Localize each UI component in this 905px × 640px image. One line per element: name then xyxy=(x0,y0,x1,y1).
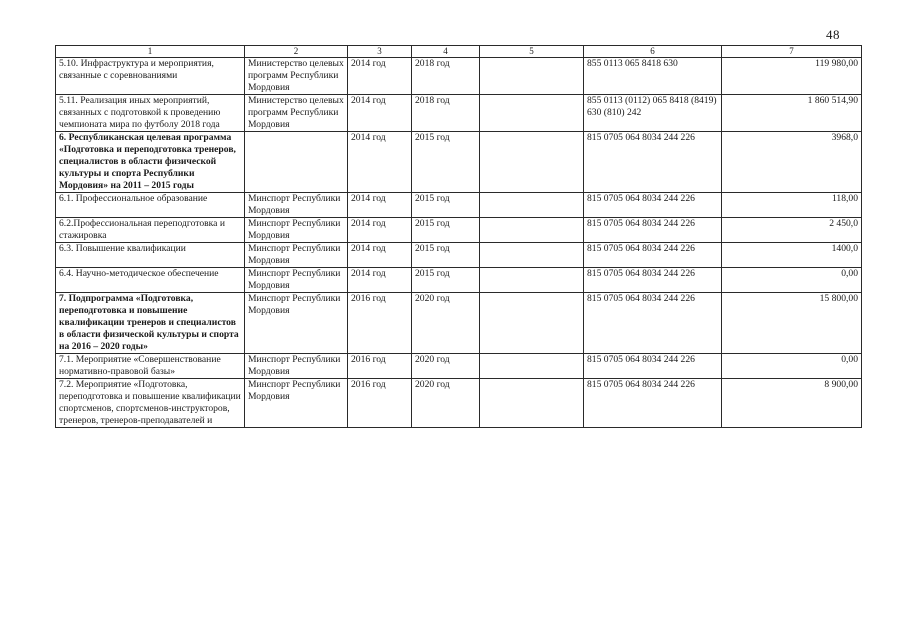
header-cell: 5 xyxy=(480,46,584,58)
table-row xyxy=(56,243,862,268)
start-year-cell: 2014 год xyxy=(348,132,412,193)
end-year-cell: 2018 год xyxy=(412,95,480,132)
row-name-cell: 6.2.Профессиональная переподготовка и стажировка xyxy=(56,218,245,243)
start-year-cell: 2014 год xyxy=(348,243,412,268)
header-cell: 2 xyxy=(245,46,348,58)
executor-cell: Минспорт Республики Мордовия xyxy=(245,268,348,293)
column-5-cell xyxy=(480,193,584,218)
column-5-cell xyxy=(480,379,584,428)
executor-cell: Минспорт Республики Мордовия xyxy=(245,193,348,218)
column-5-cell xyxy=(480,293,584,354)
start-year-cell: 2014 год xyxy=(348,193,412,218)
table-row xyxy=(56,268,862,293)
column-5-cell xyxy=(480,354,584,379)
column-5-cell xyxy=(480,95,584,132)
start-year-cell: 2016 год xyxy=(348,354,412,379)
amount-cell: 2 450,0 xyxy=(722,218,862,243)
row-name-cell: 7.1. Мероприятие «Совершенствование нормативно-правовой базы» xyxy=(56,354,245,379)
column-5-cell xyxy=(480,58,584,95)
table-row xyxy=(56,293,862,354)
amount-cell: 119 980,00 xyxy=(722,58,862,95)
executor-cell: Минспорт Республики Мордовия xyxy=(245,218,348,243)
row-name-cell: 6.4. Научно-методическое обеспечение xyxy=(56,268,245,293)
executor-cell: Министерство целевых программ Республики Мордовия xyxy=(245,95,348,132)
budget-code-cell: 815 0705 064 8034 244 226 xyxy=(584,218,722,243)
start-year-cell: 2016 год xyxy=(348,379,412,428)
table-row xyxy=(56,193,862,218)
executor-cell: Минспорт Республики Мордовия xyxy=(245,354,348,379)
executor-cell: Минспорт Республики Мордовия xyxy=(245,293,348,354)
table-row xyxy=(56,95,862,132)
table-row xyxy=(56,132,862,193)
header-cell: 1 xyxy=(56,46,245,58)
end-year-cell: 2020 год xyxy=(412,379,480,428)
table-row xyxy=(56,379,862,428)
amount-cell: 1 860 514,90 xyxy=(722,95,862,132)
executor-cell: Министерство целевых программ Республики Мордовия xyxy=(245,58,348,95)
table-row xyxy=(56,58,862,95)
table-row xyxy=(56,354,862,379)
start-year-cell: 2014 год xyxy=(348,268,412,293)
header-cell: 4 xyxy=(412,46,480,58)
executor-cell: Минспорт Республики Мордовия xyxy=(245,379,348,428)
budget-code-cell: 815 0705 064 8034 244 226 xyxy=(584,293,722,354)
start-year-cell: 2014 год xyxy=(348,218,412,243)
column-5-cell xyxy=(480,218,584,243)
budget-code-cell: 815 0705 064 8034 244 226 xyxy=(584,379,722,428)
executor-cell: Минспорт Республики Мордовия xyxy=(245,243,348,268)
end-year-cell: 2020 год xyxy=(412,293,480,354)
budget-code-cell: 855 0113 065 8418 630 xyxy=(584,58,722,95)
amount-cell: 0,00 xyxy=(722,354,862,379)
budget-code-cell: 815 0705 064 8034 244 226 xyxy=(584,268,722,293)
amount-cell: 0,00 xyxy=(722,268,862,293)
row-name-cell: 5.11. Реализация иных мероприятий, связанных с подготовкой к проведению чемпионата мира по футболу 2018 года xyxy=(56,95,245,132)
start-year-cell: 2014 год xyxy=(348,58,412,95)
column-5-cell xyxy=(480,268,584,293)
amount-cell: 118,00 xyxy=(722,193,862,218)
header-cell: 3 xyxy=(348,46,412,58)
budget-code-cell: 855 0113 (0112) 065 8418 (8419) 630 (810) 242 xyxy=(584,95,722,132)
row-name-cell: 6.1. Профессиональное образование xyxy=(56,193,245,218)
budget-table xyxy=(55,45,862,428)
end-year-cell: 2015 год xyxy=(412,218,480,243)
amount-cell: 3968,0 xyxy=(722,132,862,193)
budget-code-cell: 815 0705 064 8034 244 226 xyxy=(584,132,722,193)
table-body xyxy=(56,46,862,428)
end-year-cell: 2015 год xyxy=(412,132,480,193)
page-number: 48 xyxy=(826,27,840,42)
budget-code-cell: 815 0705 064 8034 244 226 xyxy=(584,243,722,268)
start-year-cell: 2014 год xyxy=(348,95,412,132)
amount-cell: 15 800,00 xyxy=(722,293,862,354)
budget-code-cell: 815 0705 064 8034 244 226 xyxy=(584,354,722,379)
column-5-cell xyxy=(480,132,584,193)
table-header-row xyxy=(56,46,862,58)
header-cell: 7 xyxy=(722,46,862,58)
amount-cell: 1400,0 xyxy=(722,243,862,268)
row-name-cell: 6. Республиканская целевая программа «Подготовка и переподготовка тренеров, специалистов в области физической культуры и спорта Республики Мордовия» на 2011 – 2015 годы xyxy=(56,132,245,193)
header-cell: 6 xyxy=(584,46,722,58)
row-name-cell: 6.3. Повышение квалификации xyxy=(56,243,245,268)
column-5-cell xyxy=(480,243,584,268)
table-row xyxy=(56,218,862,243)
amount-cell: 8 900,00 xyxy=(722,379,862,428)
budget-code-cell: 815 0705 064 8034 244 226 xyxy=(584,193,722,218)
row-name-cell: 7. Подпрограмма «Подготовка, переподготовка и повышение квалификации тренеров и специалистов в области физической культуры и спорта на 2016 – 2020 годы» xyxy=(56,293,245,354)
end-year-cell: 2018 год xyxy=(412,58,480,95)
end-year-cell: 2015 год xyxy=(412,268,480,293)
end-year-cell: 2015 год xyxy=(412,193,480,218)
start-year-cell: 2016 год xyxy=(348,293,412,354)
executor-cell xyxy=(245,132,348,193)
row-name-cell: 7.2. Мероприятие «Подготовка, переподготовка и повышение квалификации спортсменов, спортсменов-инструкторов, тренеров, тренеров-преподавателей и xyxy=(56,379,245,428)
end-year-cell: 2015 год xyxy=(412,243,480,268)
row-name-cell: 5.10. Инфраструктура и мероприятия, связанные с соревнованиями xyxy=(56,58,245,95)
end-year-cell: 2020 год xyxy=(412,354,480,379)
